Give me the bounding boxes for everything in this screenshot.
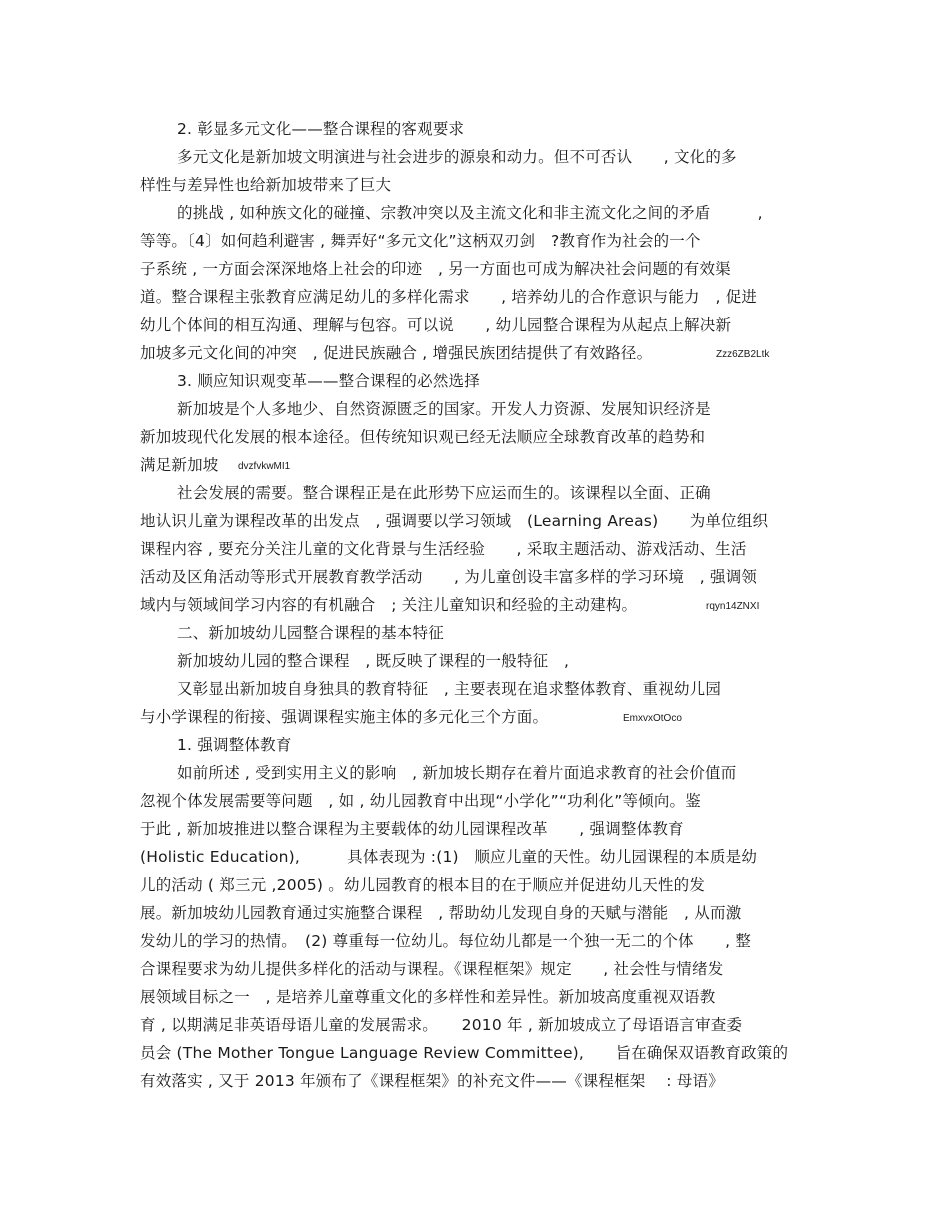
paragraph-line: 育 , 以期满足非英语母语儿童的发展需求。 2010 年 , 新加坡成立了母语语言审查委	[140, 1016, 743, 1034]
paragraph-line: 新加坡是个人多地少、自然资源匮乏的国家。开发人力资源、发展知识经济是	[177, 400, 711, 418]
paragraph-line: 与小学课程的衔接、强调课程实施主体的多元化三个方面。	[140, 708, 549, 726]
paragraph-line: 多元文化是新加坡文明演进与社会进步的源泉和动力。但不可否认 , 文化的多	[177, 148, 737, 166]
section-heading: 1. 强调整体教育	[177, 736, 292, 754]
paragraph-line: 员会 (The Mother Tongue Language Review Committee), 旨在确保双语教育政策的	[140, 1044, 789, 1062]
paragraph-line: 又彰显出新加坡自身独具的教育特征 , 主要表现在追求整体教育、重视幼儿园	[177, 680, 722, 698]
paragraph-line: 幼儿个体间的相互沟通、理解与包容。可以说 , 幼儿园整合课程为从起点上解决新	[140, 316, 732, 334]
paragraph-line: 发幼儿的学习的热情。 (2) 尊重每一位幼儿。每位幼儿都是一个独一无二的个体 , 整	[140, 932, 752, 950]
paragraph-line: 儿的活动 ( 郑三元 ,2005) 。幼儿园教育的根本目的在于顺应并促进幼儿天性的发	[140, 876, 706, 894]
section-heading: 2. 彰显多元文化——整合课程的客观要求	[177, 120, 465, 138]
watermark-code: Zzz6ZB2Ltk	[716, 349, 770, 360]
paragraph-line: 的挑战 , 如种族文化的碰撞、宗教冲突以及主流文化和非主流文化之间的矛盾 ,	[177, 204, 763, 222]
section-heading: 3. 顺应知识观变革——整合课程的必然选择	[177, 372, 480, 390]
paragraph-line: 课程内容 , 要充分关注儿童的文化背景与生活经验 , 采取主题活动、游戏活动、生活	[140, 540, 747, 558]
paragraph-line: (Holistic Education), 具体表现为 :(1) 顺应儿童的天性。幼儿园课程的本质是幼	[140, 848, 758, 866]
section-heading: 二、新加坡幼儿园整合课程的基本特征	[177, 624, 444, 642]
paragraph-line: 展。新加坡幼儿园教育通过实施整合课程 , 帮助幼儿发现自身的天赋与潜能 , 从而激	[140, 904, 742, 922]
paragraph-line: 新加坡现代化发展的根本途径。但传统知识观已经无法顺应全球教育改革的趋势和	[140, 428, 706, 446]
paragraph-line: 满足新加坡	[140, 456, 219, 474]
paragraph-line: 于此 , 新加坡推进以整合课程为主要载体的幼儿园课程改革 , 强调整体教育	[140, 820, 684, 838]
watermark-code: rqyn14ZNXI	[706, 601, 760, 612]
paragraph-line: 样性与差异性也给新加坡带来了巨大	[140, 176, 392, 194]
paragraph-line: 地认识儿童为课程改革的出发点 , 强调要以学习领域 (Learning Areas) 为单位组织	[140, 512, 769, 530]
watermark-code: dvzfvkwMI1	[238, 461, 291, 472]
paragraph-line: 加坡多元文化间的冲突 , 促进民族融合 , 增强民族团结提供了有效路径。	[140, 344, 653, 362]
paragraph-line: 道。整合课程主张教育应满足幼儿的多样化需求 , 培养幼儿的合作意识与能力 , 促进	[140, 288, 758, 306]
paragraph-line: 子系统 , 一方面会深深地烙上社会的印迹 , 另一方面也可成为解决社会问题的有效渠	[140, 260, 731, 278]
paragraph-line: 有效落实 , 又于 2013 年颁布了《课程框架》的补充文件——《课程框架 : 母语》	[140, 1072, 724, 1090]
paragraph-line: 活动及区角活动等形式开展教育教学活动 , 为儿童创设丰富多样的学习环境 , 强调领	[140, 568, 758, 586]
paragraph-line: 社会发展的需要。整合课程正是在此形势下应运而生的。该课程以全面、正确	[177, 484, 711, 502]
watermark-code: EmxvxOtOco	[623, 713, 682, 724]
paragraph-line: 如前所述 , 受到实用主义的影响 , 新加坡长期存在着片面追求教育的社会价值而	[177, 764, 737, 782]
paragraph-line: 域内与领域间学习内容的有机融合 ; 关注儿童知识和经验的主动建构。	[140, 596, 638, 614]
paragraph-line: 新加坡幼儿园的整合课程 , 既反映了课程的一般特征 ,	[177, 652, 570, 670]
paragraph-line: 展领域目标之一 , 是培养儿童尊重文化的多样性和差异性。新加坡高度重视双语教	[140, 988, 716, 1006]
paragraph-line: 忽视个体发展需要等问题 , 如 , 幼儿园教育中出现“小学化”“功利化”等倾向。鉴	[140, 792, 701, 810]
paragraph-line: 等等。〔4〕如何趋利避害 , 舞弄好“多元文化”这柄双刃剑 ?教育作为社会的一个	[140, 232, 701, 250]
paragraph-line: 合课程要求为幼儿提供多样化的活动与课程。《课程框架》规定 , 社会性与情绪发	[140, 960, 724, 978]
